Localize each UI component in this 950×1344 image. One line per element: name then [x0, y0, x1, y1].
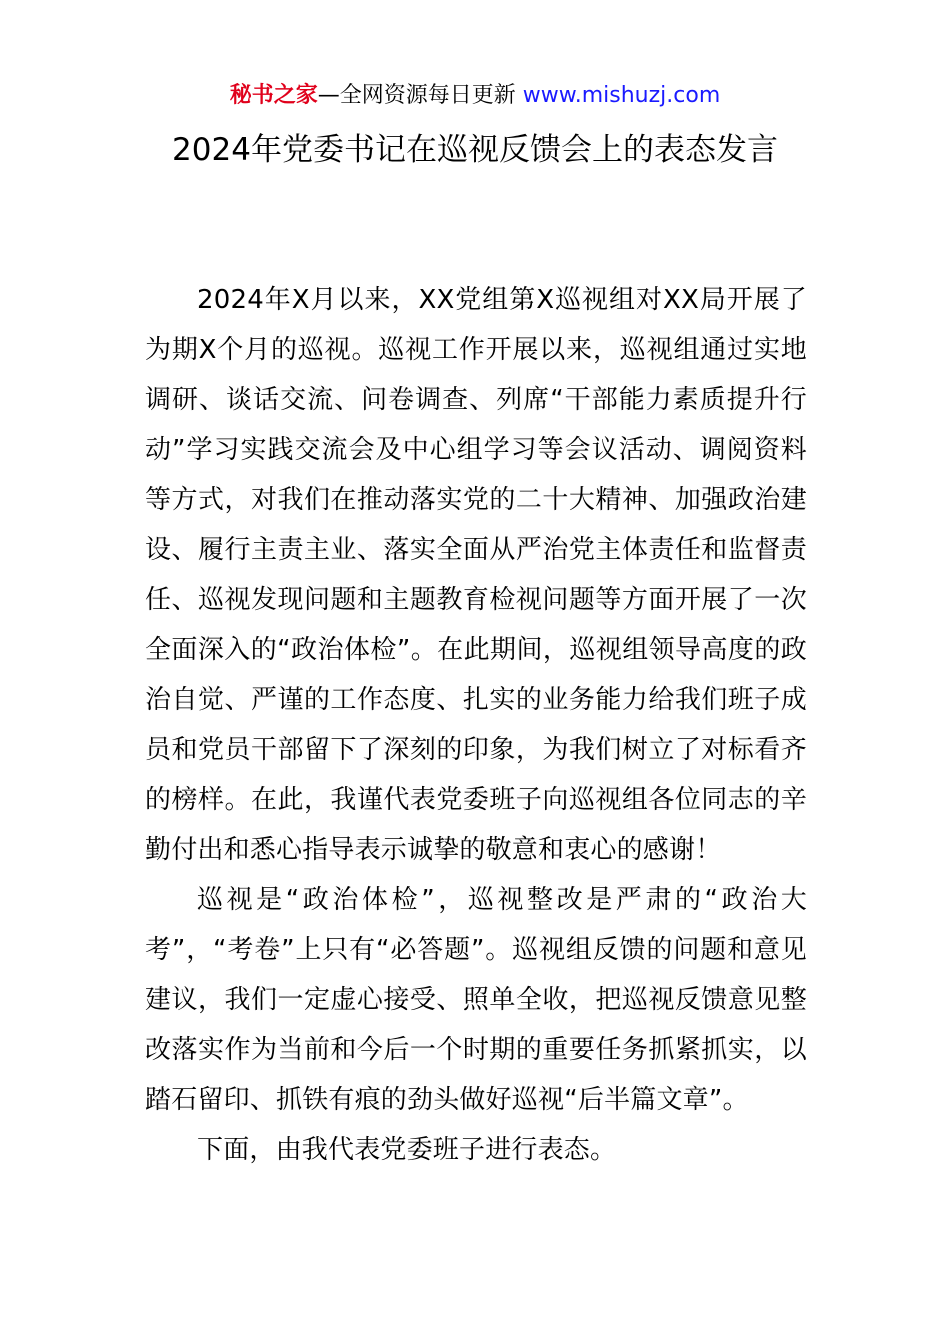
- site-header: [0, 82, 950, 110]
- paragraph-statement: 下面，由我代表党委班子进行表态。: [197, 1135, 617, 1165]
- paragraph-intro: 2024年X月以来，XX党组第X巡视组对XX局开展了为期X个月的巡视。巡视工作开展以来，巡视组通过实地调研、谈话交流、问卷调查、列席“干部能力素质提升行动”学习实践交流会及中心组学习等会议活动、调阅资料等方式，对我们在推动落实党的二十大精神、加强政治建设、履行主责主业、落实全面从严治党主体责任和监督责任、巡视发现问题和主题教育检视问题等方面开展了一次全面深入的“政治体检”。在此期间，巡视组领导高度的政治自觉、严谨的工作态度、扎实的业务能力给我们班子成员和党员干部留下了深刻的印象，为我们树立了对标看齐的榜样。在此，我谨代表党委班子向巡视组各位同志的辛勤付出和悉心指导表示诚挚的敬意和衷心的感谢！: [145, 285, 807, 865]
- site-url-link[interactable]: www.mishuzj.com: [522, 83, 721, 108]
- document-title: 2024年党委书记在巡视反馈会上的表态发言: [172, 132, 778, 168]
- document-body: [145, 275, 807, 1175]
- header-tagline: —全网资源每日更新: [317, 83, 523, 108]
- paragraph-inspection: 巡视是“政治体检”，巡视整改是严肃的“政治大考”，“考卷”上只有“必答题”。巡视组反馈的问题和意见建议，我们一定虚心接受、照单全收，把巡视反馈意见整改落实作为当前和今后一个时期的重要任务抓紧抓实，以踏石留印、抓铁有痕的劲头做好巡视“后半篇文章”。: [145, 885, 807, 1115]
- brand-name: 秘书之家: [229, 83, 318, 108]
